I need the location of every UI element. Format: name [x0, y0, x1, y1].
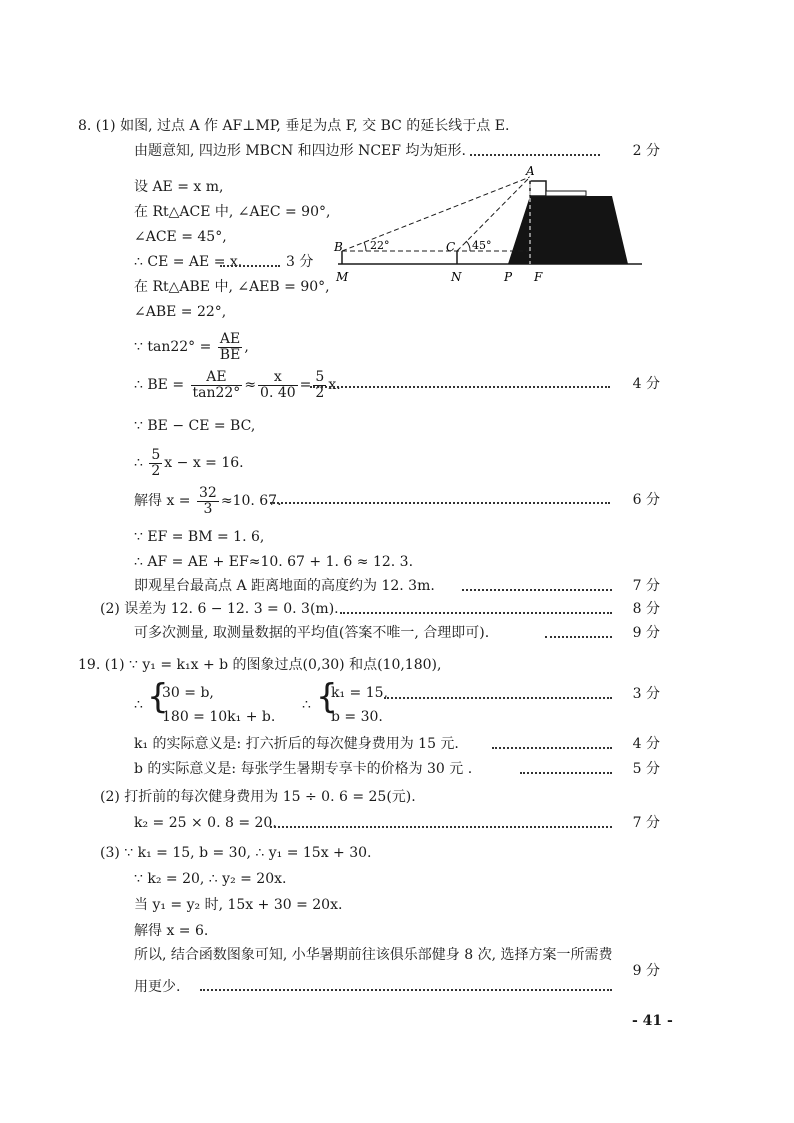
score-9: 9 分	[632, 625, 660, 641]
tower-top	[530, 181, 546, 196]
q18-line-14: ∵ EF = BM = 1. 6,	[134, 529, 265, 545]
leader-dots	[470, 154, 600, 156]
leader-dots	[310, 386, 610, 388]
leader-dots	[462, 589, 612, 591]
q18-line-7: 在 Rt△ABE 中, ∠AEB = 90°,	[134, 279, 330, 295]
building	[508, 196, 628, 264]
q18-line-4: 在 Rt△ACE 中, ∠AEC = 90°,	[134, 204, 331, 220]
leader-dots	[220, 265, 280, 267]
score-19-7: 7 分	[632, 815, 660, 831]
q18-line-16: 即观星台最高点 A 距离地面的高度约为 12. 3m.	[134, 578, 435, 594]
score-4: 4 分	[632, 376, 660, 392]
brace-1: {	[147, 677, 169, 717]
q19-line-3: k₁ 的实际意义是: 打六折后的每次健身费用为 15 元.	[134, 736, 459, 752]
label-c: C	[446, 240, 456, 254]
fraction-ae-tan22: $\frac{AE}{\tan 22^\circ}$	[192, 368, 241, 401]
page-number: - 41 -	[632, 1013, 673, 1029]
system2-eq-b: b = 30.	[331, 709, 383, 725]
arc-45	[466, 241, 470, 251]
label-45deg: 45°	[472, 239, 492, 252]
fraction-ae-be: $\frac{AE}{BE}$	[219, 330, 241, 363]
label-a: A	[526, 164, 535, 178]
therefore-1: ∴	[134, 697, 143, 713]
label-22deg: 22°	[370, 239, 390, 252]
q19-line-4: b 的实际意义是: 每张学生暑期专享卡的价格为 30 元 .	[134, 761, 473, 777]
leader-dots	[340, 612, 612, 614]
q18-line-6: ∴ CE = AE = x.	[134, 254, 243, 270]
q19-line-5: (2) 打折前的每次健身费用为 15 ÷ 0. 6 = 25(元).	[100, 789, 416, 805]
arc-22	[364, 242, 366, 251]
leader-dots	[270, 826, 612, 828]
q19-line-10: 解得 x = 6.	[134, 923, 209, 939]
score-19-3: 3 分	[632, 686, 660, 702]
q19-line-9: 当 y₁ = y₂ 时, 15x + 30 = 20x.	[134, 897, 343, 913]
label-n: N	[451, 270, 462, 284]
system1-eq-b: 180 = 10k₁ + b.	[162, 709, 276, 725]
q19-line-8: ∵ k₂ = 20, ∴ y₂ = 20x.	[134, 871, 287, 887]
q18-line-1: 8. (1) 如图, 过点 A 作 AF⊥MP, 垂足为点 F, 交 BC 的延长线于点 E.	[78, 118, 510, 134]
leader-dots	[384, 697, 612, 699]
fraction-5-2-b: $\frac{5}{2}$	[151, 446, 161, 479]
q18-line-12: ∴ $\frac{5}{2}$ x − x = 16.	[134, 446, 244, 479]
q19-line-11: 所以, 结合函数图象可知, 小华暑期前往该俱乐部健身 8 次, 选择方案一所需费	[134, 947, 613, 963]
score-2: 2 分	[632, 143, 660, 159]
observatory-figure	[330, 163, 650, 288]
label-b: B	[334, 240, 343, 254]
system1-eq-a: 30 = b,	[162, 685, 214, 701]
q18-line-3: 设 AE = x m,	[134, 179, 224, 195]
label-p: P	[504, 270, 513, 284]
therefore-2: ∴	[302, 697, 311, 713]
q18-line-5: ∠ACE = 45°,	[134, 229, 227, 245]
q18-line-8: ∠ABE = 22°,	[134, 304, 227, 320]
brace-2: {	[316, 677, 338, 717]
q18-line-15: ∴ AF = AE + EF≈10. 67 + 1. 6 ≈ 12. 3.	[134, 554, 414, 570]
score-3: 3 分	[286, 254, 314, 270]
leader-dots	[545, 636, 612, 638]
q18-line-9: ∵ tan22° = $\frac{AE}{BE}$ ,	[134, 330, 249, 363]
q19-line-7: (3) ∵ k₁ = 15, b = 30, ∴ y₁ = 15x + 30.	[100, 845, 372, 861]
leader-dots	[200, 989, 612, 991]
q19-line-6: k₂ = 25 × 0. 8 = 20.	[134, 815, 277, 831]
q19-line-12: 用更少.	[134, 979, 181, 995]
q18-line-10: ∴ BE = $\frac{AE}{\tan 22^\circ}$ ≈ $\frac{x}{0. 40}$ = $\frac{5}{2}$ x.	[134, 368, 341, 401]
q18-line-13: 解得 x = $\frac{32}{3}$ ≈10. 67.	[134, 484, 282, 517]
score-19-9: 9 分	[632, 963, 660, 979]
leader-dots	[492, 747, 612, 749]
score-19-5: 5 分	[632, 761, 660, 777]
label-m: M	[336, 270, 349, 284]
tan-lhs: ∵ tan22° =	[134, 339, 212, 355]
label-f: F	[534, 270, 543, 284]
leader-dots	[520, 772, 612, 774]
platform-rail	[546, 191, 586, 196]
score-8: 8 分	[632, 601, 660, 617]
score-19-4: 4 分	[632, 736, 660, 752]
fraction-32-3: $\frac{32}{3}$	[198, 484, 217, 517]
q19-line-1: 19. (1) ∵ y₁ = k₁x + b 的图象过点(0,30) 和点(10,180),	[78, 657, 442, 673]
q18-line-18: 可多次测量, 取测量数据的平均值(答案不唯一, 合理即可).	[134, 625, 490, 641]
score-7: 7 分	[632, 578, 660, 594]
fraction-5-2: $\frac{5}{2}$	[315, 368, 325, 401]
q18-line-17: (2) 误差为 12. 6 − 12. 3 = 0. 3(m).	[100, 601, 339, 617]
q18-line-11: ∵ BE − CE = BC,	[134, 418, 256, 434]
leader-dots	[270, 502, 610, 504]
score-6: 6 分	[632, 492, 660, 508]
q18-line-2: 由题意知, 四边形 MBCN 和四边形 NCEF 均为矩形.	[134, 143, 466, 159]
system2-eq-a: k₁ = 15,	[331, 685, 388, 701]
fraction-x-040: $\frac{x}{0. 40}$	[260, 368, 296, 401]
